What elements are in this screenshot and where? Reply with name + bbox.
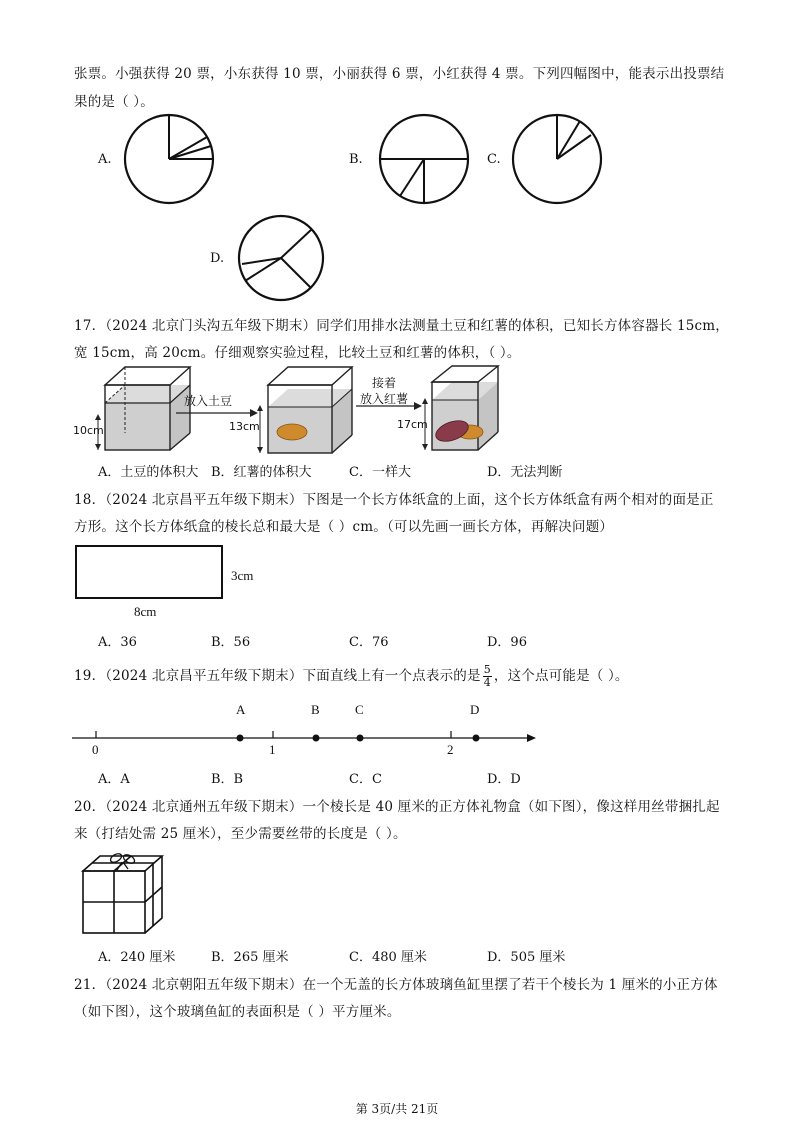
q18-option-a: A．36 bbox=[98, 635, 137, 650]
q17-text-line2: 宽 15cm，高 20cm。仔细观察实验过程，比较土豆和红薯的体积，（ ）。 bbox=[74, 345, 521, 361]
height-label-13cm: 13cm bbox=[229, 420, 260, 433]
fraction-numerator: 5 bbox=[483, 663, 491, 676]
point-d-label: D bbox=[470, 702, 480, 717]
q19-option-c: C．C bbox=[349, 772, 382, 787]
q16-option-b-label: B. bbox=[349, 152, 363, 167]
arrow1-label: 放入土豆 bbox=[184, 394, 233, 408]
q19-option-b: B．B bbox=[211, 772, 244, 787]
tick-label-0: 0 bbox=[92, 742, 99, 757]
q16-text-line1: 张票。小强获得 20 票，小东获得 10 票，小丽获得 6 票，小红获得 4 票。下列四幅图中，能表示出投票结 bbox=[74, 66, 725, 82]
q16-text-line2: 果的是（ ）。 bbox=[74, 94, 154, 110]
q16-option-a-label: A. bbox=[98, 152, 112, 167]
q17-text-line1: 17．（2024 北京门头沟五年级下期末）同学们用排水法测量土豆和红薯的体积，已知长方体容器长 15cm， bbox=[74, 318, 730, 334]
q19-text-post: ，这个点可能是（ ）。 bbox=[493, 668, 629, 684]
point-c-label: C bbox=[355, 702, 364, 717]
q18-text-line1: 18．（2024 北京昌平五年级下期末）下图是一个长方体纸盒的上面，这个长方体纸盒有两个相对的面是正 bbox=[74, 492, 714, 508]
q17-option-d: D．无法判断 bbox=[487, 465, 563, 480]
q18-option-d: D．96 bbox=[487, 635, 527, 650]
q17-option-b: B．红薯的体积大 bbox=[211, 465, 312, 480]
q20-option-d: D．505 厘米 bbox=[487, 950, 566, 965]
q18-text-line2: 方形。这个长方体纸盒的棱长总和最大是（ ）cm。（可以先画一画长方体，再解决问题） bbox=[74, 519, 614, 535]
q19-option-a: A．A bbox=[98, 772, 130, 787]
q21-text-line2: （如下图），这个玻璃鱼缸的表面积是（ ）平方厘米。 bbox=[74, 1004, 401, 1020]
q16-option-d-label: D. bbox=[210, 251, 225, 266]
arrow2-label-bottom: 放入红薯 bbox=[360, 392, 409, 406]
q19-text-pre: 19．（2024 北京昌平五年级下期末）下面直线上有一个点表示的是 bbox=[74, 668, 481, 684]
bow-knot bbox=[109, 852, 136, 870]
q20-option-a: A．240 厘米 bbox=[98, 950, 176, 965]
q16-option-c-label: C. bbox=[487, 152, 501, 167]
q18-option-b: B．56 bbox=[211, 635, 251, 650]
q19-option-d: D．D bbox=[487, 772, 521, 787]
q18-option-c: C．76 bbox=[349, 635, 389, 650]
q20-option-b: B．265 厘米 bbox=[211, 950, 289, 965]
q20-text-line1: 20．（2024 北京通州五年级下期末）一个棱长是 40 厘米的正方体礼物盒（如下图），像这样用丝带捆扎起 bbox=[74, 799, 720, 815]
rect-width-label: 8cm bbox=[134, 604, 157, 619]
point-a-label: A bbox=[236, 702, 246, 717]
rect-height-label: 3cm bbox=[231, 568, 254, 583]
point-b-label: B bbox=[311, 702, 320, 717]
q17-option-a: A．土豆的体积大 bbox=[98, 465, 199, 480]
q20-text-line2: 来（打结处需 25 厘米），至少需要丝带的长度是（ ）。 bbox=[74, 826, 407, 842]
q21-text-line1: 21．（2024 北京朝阳五年级下期末）在一个无盖的长方体玻璃鱼缸里摆了若干个棱长为 1 厘米的小正方体 bbox=[74, 977, 718, 993]
arrow2-label-top: 接着 bbox=[372, 376, 397, 390]
tick-label-2: 2 bbox=[447, 742, 454, 757]
page-footer: 第 3页/共 21页 bbox=[355, 1102, 439, 1116]
q17-option-c: C．一样大 bbox=[349, 465, 411, 480]
fraction-denominator: 4 bbox=[483, 676, 491, 689]
height-label-10cm: 10cm bbox=[73, 424, 104, 437]
q20-option-c: C．480 厘米 bbox=[349, 950, 427, 965]
tick-label-1: 1 bbox=[269, 742, 276, 757]
height-label-17cm: 17cm bbox=[397, 418, 428, 431]
